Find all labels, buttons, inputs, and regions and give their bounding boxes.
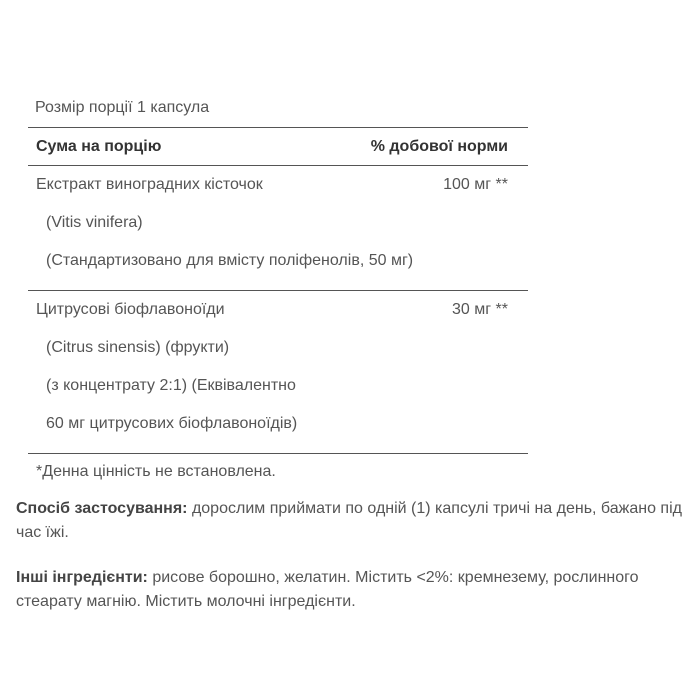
ingredient-detail-text: (Citrus sinensis) (фрукти) <box>46 339 230 356</box>
ingredient-detail <box>28 405 528 443</box>
ingredient-detail-text: (Vitis vinifera) <box>46 214 143 231</box>
footnote: *Денна цінність не встановлена. <box>36 463 276 480</box>
header-amount-per-serving: Сума на порцію <box>36 137 162 155</box>
ingredient-detail <box>28 242 528 280</box>
ingredient-amount: 100 мг ** <box>443 176 508 193</box>
ingredient-citrus-bioflavonoids <box>28 291 528 454</box>
serving-size: Розмір порції 1 капсула <box>28 90 528 128</box>
ingredient-detail <box>28 204 528 242</box>
ingredient-detail-text: (Стандартизовано для вмісту поліфенолів, 50 мг) <box>46 252 414 269</box>
ingredient-name: Екстракт виноградних кісточок <box>36 176 263 193</box>
ingredient-row <box>28 166 528 204</box>
ingredient-row <box>28 291 528 329</box>
ingredient-amount: 30 мг ** <box>452 301 508 318</box>
directions-paragraph <box>16 497 691 545</box>
ingredient-detail <box>28 329 528 367</box>
ingredient-name: Цитрусові біофлавоноїди <box>36 301 225 318</box>
directions-text: дорослим приймати по одній (1) капсулі тричі на день, бажано під час їжі. <box>16 500 682 541</box>
directions-label: Спосіб застосування: <box>16 500 188 517</box>
supplement-facts-table <box>28 90 528 490</box>
other-ingredients-text: рисове борошно, желатин. Містить <2%: кремнезему, рослинного стеарату магнію. Містить молочні інгредієнти. <box>16 569 639 610</box>
table-header <box>28 128 528 166</box>
ingredient-detail-text: 60 мг цитрусових біофлавоноїдів) <box>46 415 298 432</box>
ingredient-detail <box>28 367 528 405</box>
other-ingredients-paragraph <box>16 566 691 614</box>
header-daily-value: % добової норми <box>370 137 508 155</box>
ingredient-grape-seed <box>28 166 528 291</box>
other-ingredients-label: Інші інгредієнти: <box>16 569 148 586</box>
ingredient-detail-text: (з концентрату 2:1) (Еквівалентно <box>46 377 296 394</box>
